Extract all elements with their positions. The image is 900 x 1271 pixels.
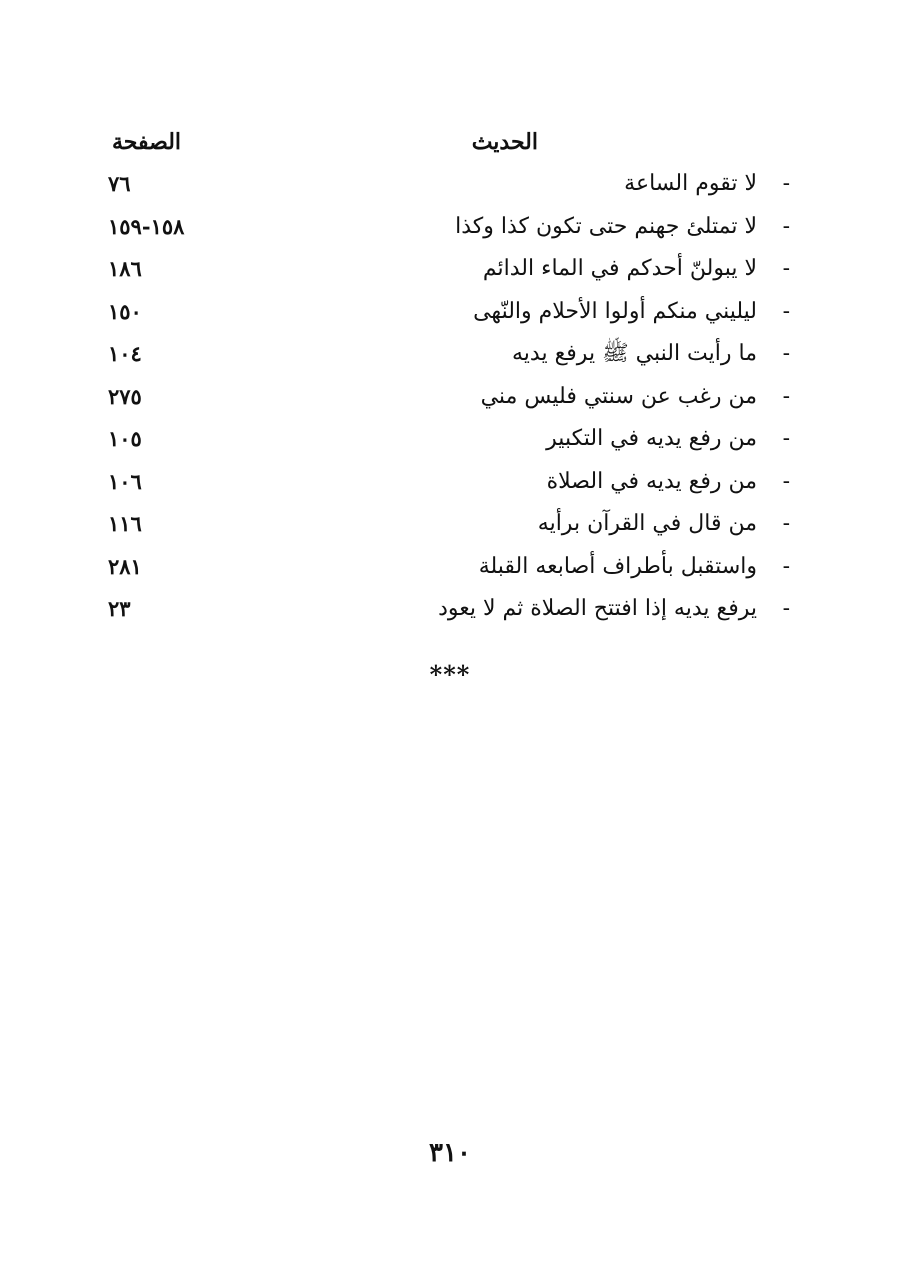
page-number-ref: ١١٦: [108, 511, 142, 536]
hadith-index-list: [100, 163, 790, 631]
entry-dash: -: [782, 171, 790, 196]
hadith-entry: [547, 461, 790, 504]
hadith-entry: [481, 376, 790, 419]
list-item: [100, 333, 790, 376]
list-item: [100, 376, 790, 419]
hadith-entry: [438, 588, 790, 631]
page-column-header: الصفحة: [112, 129, 182, 155]
hadith-entry: [538, 503, 790, 546]
hadith-entry: [512, 333, 790, 376]
hadith-text: من رفع يديه في الصلاة: [546, 468, 757, 494]
entry-dash: -: [782, 468, 790, 494]
list-item: [100, 503, 790, 546]
entry-dash: -: [782, 553, 790, 579]
entry-dash: -: [782, 426, 790, 451]
table-header: [100, 122, 790, 162]
hadith-text: ليليني منكم أولوا الأحلام والنّهى: [473, 298, 757, 324]
hadith-text: ما رأيت النبي ﷺ يرفع يديه: [512, 341, 757, 366]
entry-dash: -: [782, 383, 790, 409]
list-item: [100, 588, 790, 631]
list-item: [100, 291, 790, 334]
hadith-column-header: الحديث: [471, 129, 538, 155]
hadith-text: من رغب عن سنتي فليس مني: [480, 383, 757, 409]
page-number-ref: ١٠٦: [108, 468, 142, 494]
entry-dash: -: [782, 511, 790, 536]
hadith-text: يرفع يديه إذا افتتح الصلاة ثم لا يعود: [438, 596, 757, 621]
page-number-ref: ١٠٤: [108, 341, 142, 366]
page-number-ref: ١٥٨-١٥٩: [108, 213, 185, 239]
page-number-ref: ٢٧٥: [108, 383, 142, 409]
list-item: [100, 206, 790, 249]
hadith-entry: [473, 291, 790, 334]
hadith-entry: [624, 163, 790, 206]
entry-dash: -: [782, 256, 790, 281]
entry-dash: -: [782, 341, 790, 366]
page-number-ref: ٢٨١: [108, 553, 142, 579]
section-separator: ***: [429, 660, 471, 689]
page-number-ref: ٢٣: [108, 596, 131, 621]
hadith-entry: [479, 546, 790, 589]
hadith-text: لا يبولنّ أحدكم في الماء الدائم: [482, 256, 757, 281]
hadith-text: لا تقوم الساعة: [624, 171, 757, 196]
hadith-entry: [455, 206, 790, 249]
list-item: [100, 248, 790, 291]
hadith-text: واستقبل بأطراف أصابعه القبلة: [478, 553, 757, 579]
hadith-text: من رفع يديه في التكبير: [546, 426, 757, 451]
list-item: [100, 461, 790, 504]
list-item: [100, 418, 790, 461]
page-number-ref: ١٨٦: [108, 256, 142, 281]
hadith-text: من قال في القرآن برأيه: [537, 511, 757, 536]
list-item: [100, 163, 790, 206]
page-number: ٣١٠: [429, 1138, 471, 1168]
entry-dash: -: [782, 213, 790, 239]
page-number-ref: ١٠٥: [108, 426, 142, 451]
page-number-ref: ١٥٠: [108, 298, 142, 324]
hadith-text: لا تمتلئ جهنم حتى تكون كذا وكذا: [455, 213, 757, 239]
entry-dash: -: [782, 596, 790, 621]
hadith-entry: [483, 248, 790, 291]
hadith-entry: [546, 418, 790, 461]
list-item: [100, 546, 790, 589]
page-number-ref: ٧٦: [108, 171, 131, 196]
entry-dash: -: [782, 298, 790, 324]
